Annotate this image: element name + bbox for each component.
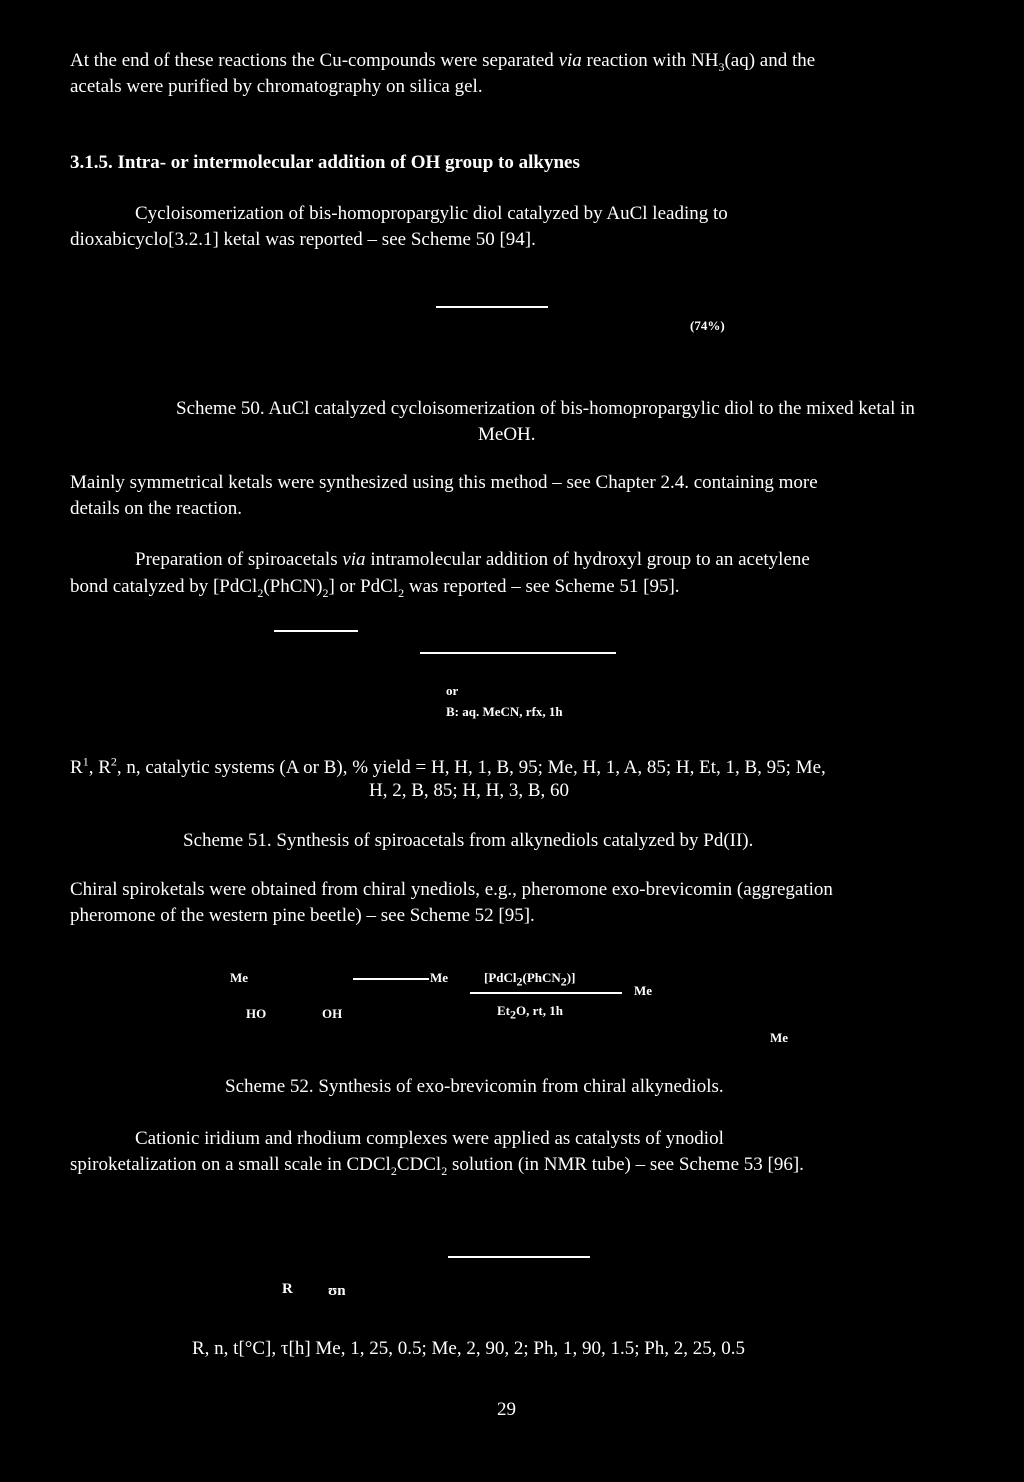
scheme52-oh: OH [322, 1006, 343, 1021]
scheme52-triple-bond [353, 978, 429, 980]
scheme52-catalyst: [PdCl$_2$(PhCN$_2$)] [484, 970, 576, 989]
scheme51-reaction-arrow [420, 652, 616, 654]
para5-line-2: spiroketalization on a small scale in CDCl$_2$CDCl$_2$ solution (in NMR tube) – see Scheme 53 [96]. [70, 1154, 804, 1178]
scheme51-note-line-1: $R^1$, $R^2$, n, catalytic systems (A or B), % yield = H, H, 1, B, 95; Me, H, 1, A, 85; H, Et, 1, B, 95; Me, [70, 754, 826, 778]
scheme51-note-line-2: H, 2, B, 85; H, H, 3, B, 60 [369, 780, 570, 801]
para2-line-1: Mainly symmetrical ketals were synthesized using this method – see Chapter 2.4. containing more [70, 472, 818, 493]
scheme53-note: R, n, t[°C], τ[h] Me, 1, 25, 0.5; Me, 2, 90, 2; Ph, 1, 90, 1.5; Ph, 2, 25, 0.5 [192, 1338, 746, 1359]
scheme52-me-1: Me [230, 970, 249, 985]
scheme52-me-2: Me [430, 970, 449, 985]
scheme52-caption: Scheme 52. Synthesis of exo-brevicomin from chiral alkynediols. [225, 1076, 724, 1097]
scheme52-me-3: Me [634, 983, 653, 998]
scheme53-oh-label: ʊn [328, 1283, 346, 1299]
para3-line-1: Preparation of spiroacetals via intramolecular addition of hydroxyl group to an acetylene [135, 549, 810, 570]
scheme51-condition-or: or [446, 683, 459, 698]
scheme52-ho: HO [246, 1006, 267, 1021]
scheme50-caption-line-1: Scheme 50. AuCl catalyzed cycloisomerization of bis-homopropargylic diol to the mixed ketal in [176, 398, 915, 419]
section-heading: 3.1.5. Intra- or intermolecular addition of OH group to alkynes [70, 152, 580, 173]
para5-line-1: Cationic iridium and rhodium complexes were applied as catalysts of ynodiol [135, 1128, 724, 1149]
scheme50-yield: (74%) [690, 318, 725, 333]
scheme50-caption-line-2: MeOH. [478, 424, 536, 445]
page-number: 29 [497, 1399, 516, 1420]
para2-line-2: details on the reaction. [70, 498, 242, 519]
intro-line-2: acetals were purified by chromatography on silica gel. [70, 76, 483, 97]
scheme51-caption: Scheme 51. Synthesis of spiroacetals from alkynediols catalyzed by Pd(II). [183, 830, 754, 851]
scheme51-bond-line [274, 630, 358, 632]
scheme52-reaction-arrow [470, 992, 622, 994]
para4-line-1: Chiral spiroketals were obtained from chiral ynediols, e.g., pheromone exo-brevicomin (aggregation [70, 879, 833, 900]
para1-line-1: Cycloisomerization of bis-homopropargylic diol catalyzed by AuCl leading to [135, 203, 728, 224]
para4-line-2: pheromone of the western pine beetle) – see Scheme 52 [95]. [70, 905, 535, 926]
scheme53-reaction-arrow [448, 1256, 590, 1258]
scheme52-solvent: $Et_2O$, rt, 1h [497, 1003, 563, 1022]
scheme52-me-4: Me [770, 1030, 789, 1045]
scheme50-reaction-arrow [436, 306, 548, 308]
para3-line-2: bond catalyzed by $[PdCl_2(PhCN)_2]$ or PdCl$_2$ was reported – see Scheme 51 [95]. [70, 576, 680, 600]
scheme51-condition-b: B: aq. MeCN, rfx, 1h [446, 704, 563, 719]
intro-line-1: At the end of these reactions the Cu-compounds were separated via reaction with $NH_3(aq)$ and the [70, 50, 816, 74]
scheme53-r-label: R [282, 1281, 293, 1297]
para1-line-2: dioxabicyclo[3.2.1] ketal was reported – see Scheme 50 [94]. [70, 229, 536, 250]
